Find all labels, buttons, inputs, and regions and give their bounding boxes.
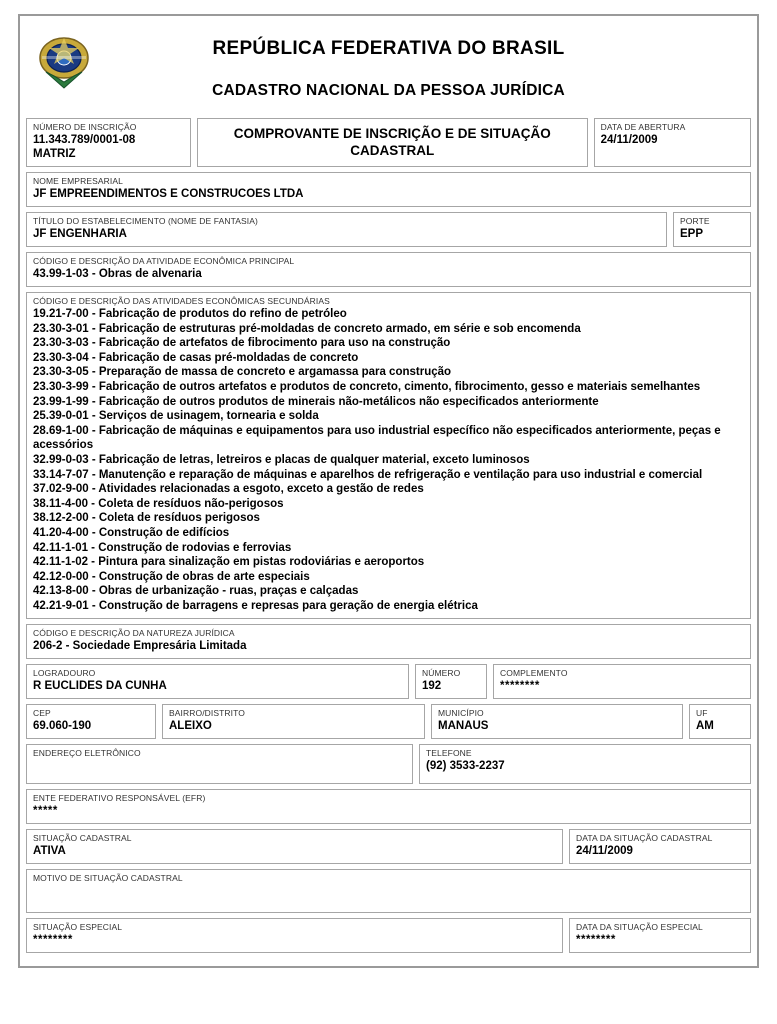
value-situacao-especial: ******** bbox=[33, 934, 73, 947]
field-data-abertura bbox=[594, 118, 751, 167]
list-item: 28.69-1-00 - Fabricação de máquinas e equipamentos para uso industrial específico não especificados anteriormente, peças e acessórios bbox=[33, 424, 721, 452]
value-numero-inscricao: 11.343.789/0001-08 bbox=[33, 134, 136, 146]
cnpj-certificate bbox=[18, 14, 759, 968]
label-motivo-situacao: MOTIVO DE SITUAÇÃO CADASTRAL bbox=[33, 873, 183, 884]
field-endereco-eletronico bbox=[26, 744, 413, 784]
field-numero bbox=[415, 664, 487, 699]
field-porte bbox=[673, 212, 751, 247]
value-telefone: (92) 3533-2237 bbox=[426, 760, 505, 773]
field-situacao-cadastral bbox=[26, 829, 563, 864]
field-telefone bbox=[419, 744, 751, 784]
list-item: 42.21-9-01 - Construção de barragens e represas para geração de energia elétrica bbox=[33, 599, 478, 612]
label-complemento: COMPLEMENTO bbox=[500, 668, 568, 679]
label-uf: UF bbox=[696, 708, 708, 719]
document-header bbox=[20, 16, 757, 118]
field-data-situacao-especial bbox=[569, 918, 751, 953]
field-titulo-estabelecimento bbox=[26, 212, 667, 247]
field-municipio bbox=[431, 704, 683, 739]
list-item: 42.11-1-02 - Pintura para sinalização em pistas rodoviárias e aeroportos bbox=[33, 556, 425, 569]
label-endereco-eletronico: ENDEREÇO ELETRÔNICO bbox=[33, 748, 141, 759]
field-complemento bbox=[493, 664, 751, 699]
value-nome-empresarial: JF EMPREENDIMENTOS E CONSTRUCOES LTDA bbox=[33, 188, 304, 200]
value-titulo-estabelecimento: JF ENGENHARIA bbox=[33, 228, 127, 240]
label-municipio: MUNICÍPIO bbox=[438, 708, 484, 719]
list-item: 23.30-3-03 - Fabricação de artefatos de fibrocimento para uso na construção bbox=[33, 337, 451, 350]
list-item: 23.30-3-99 - Fabricação de outros artefatos e produtos de concreto, cimento, fibrocimento, gesso e materiais semelhantes bbox=[33, 380, 701, 393]
label-data-situacao-cadastral: DATA DA SITUAÇÃO CADASTRAL bbox=[576, 833, 713, 844]
page-subtitle: CADASTRO NACIONAL DA PESSOA JURÍDICA bbox=[212, 82, 565, 99]
brasao-republica-icon bbox=[38, 32, 90, 90]
label-situacao-especial: SITUAÇÃO ESPECIAL bbox=[33, 922, 123, 933]
field-uf bbox=[689, 704, 751, 739]
row-natureza-juridica bbox=[26, 624, 751, 659]
field-bairro bbox=[162, 704, 425, 739]
row-endereco-2 bbox=[26, 704, 751, 739]
field-efr bbox=[26, 789, 751, 824]
label-atividade-principal: CÓDIGO E DESCRIÇÃO DA ATIVIDADE ECONÔMICA PRINCIPAL bbox=[33, 256, 295, 266]
value-efr: ***** bbox=[33, 805, 58, 818]
label-logradouro: LOGRADOURO bbox=[33, 668, 96, 679]
row-nome-empresarial bbox=[26, 172, 751, 207]
list-item: 23.30-3-05 - Preparação de massa de concreto e argamassa para construção bbox=[33, 366, 452, 379]
list-item: 42.13-8-00 - Obras de urbanização - ruas, praças e calçadas bbox=[33, 585, 359, 598]
list-item: 42.11-1-01 - Construção de rodovias e ferrovias bbox=[33, 541, 292, 554]
label-situacao-cadastral: SITUAÇÃO CADASTRAL bbox=[33, 833, 132, 844]
value-matriz: MATRIZ bbox=[33, 148, 76, 160]
list-item: 41.20-4-00 - Construção de edifícios bbox=[33, 526, 230, 539]
field-comprovante-title bbox=[197, 118, 588, 167]
value-data-situacao-cadastral: 24/11/2009 bbox=[576, 845, 633, 858]
value-numero: 192 bbox=[422, 680, 442, 693]
list-item: 23.99-1-99 - Fabricação de outros produtos de minerais não-metálicos não especificados anteriormente bbox=[33, 395, 599, 408]
list-item: 25.39-0-01 - Serviços de usinagem, tornearia e solda bbox=[33, 410, 319, 423]
list-item: 37.02-9-00 - Atividades relacionadas a esgoto, exceto a gestão de redes bbox=[33, 483, 424, 496]
value-municipio: MANAUS bbox=[438, 720, 489, 733]
list-item: 32.99-0-03 - Fabricação de letras, letreiros e placas de qualquer material, exceto luminosos bbox=[33, 453, 530, 466]
label-data-situacao-especial: DATA DA SITUAÇÃO ESPECIAL bbox=[576, 922, 703, 933]
label-data-abertura: DATA DE ABERTURA bbox=[600, 122, 686, 132]
label-telefone: TELEFONE bbox=[426, 748, 472, 759]
label-nome-empresarial: NOME EMPRESARIAL bbox=[33, 176, 123, 186]
list-atividades-secundarias bbox=[33, 307, 744, 613]
list-item: 42.12-0-00 - Construção de obras de arte especiais bbox=[33, 570, 310, 583]
field-cep bbox=[26, 704, 156, 739]
label-numero: NÚMERO bbox=[422, 668, 461, 679]
value-data-abertura: 24/11/2009 bbox=[600, 134, 658, 146]
value-uf: AM bbox=[696, 720, 714, 733]
field-nome-empresarial bbox=[26, 172, 751, 207]
value-logradouro: R EUCLIDES DA CUNHA bbox=[33, 680, 167, 693]
list-item: 23.30-3-04 - Fabricação de casas pré-moldadas de concreto bbox=[33, 351, 359, 364]
field-atividade-principal bbox=[26, 252, 751, 287]
label-atividades-secundarias: CÓDIGO E DESCRIÇÃO DAS ATIVIDADES ECONÔMICAS SECUNDÁRIAS bbox=[33, 296, 330, 306]
label-titulo-estabelecimento: TÍTULO DO ESTABELECIMENTO (NOME DE FANTASIA) bbox=[33, 216, 258, 226]
field-atividades-secundarias bbox=[26, 292, 751, 619]
row-atividades-secundarias bbox=[26, 292, 751, 619]
field-motivo-situacao bbox=[26, 869, 751, 913]
row-situacao-cadastral bbox=[26, 829, 751, 864]
value-natureza-juridica: 206-2 - Sociedade Empresária Limitada bbox=[33, 640, 247, 653]
list-item: 33.14-7-07 - Manutenção e reparação de máquinas e aparelhos de refrigeração e ventilação para uso industrial e comercial bbox=[33, 468, 703, 481]
value-complemento: ******** bbox=[500, 680, 540, 693]
list-item: 23.30-3-01 - Fabricação de estruturas pré-moldadas de concreto armado, em série e sob encomenda bbox=[33, 322, 581, 335]
field-numero-inscricao bbox=[26, 118, 191, 167]
row-situacao-especial bbox=[26, 918, 751, 953]
field-natureza-juridica bbox=[26, 624, 751, 659]
value-data-situacao-especial: ******** bbox=[576, 934, 616, 947]
field-logradouro bbox=[26, 664, 409, 699]
row-efr bbox=[26, 789, 751, 824]
value-bairro: ALEIXO bbox=[169, 720, 212, 733]
row-endereco-1 bbox=[26, 664, 751, 699]
document-bottom-spacer bbox=[20, 958, 757, 966]
label-efr: ENTE FEDERATIVO RESPONSÁVEL (EFR) bbox=[33, 793, 206, 804]
label-cep: CEP bbox=[33, 708, 51, 719]
value-situacao-cadastral: ATIVA bbox=[33, 845, 66, 858]
list-item: 38.12-2-00 - Coleta de resíduos perigosos bbox=[33, 512, 260, 525]
label-bairro: BAIRRO/DISTRITO bbox=[169, 708, 245, 719]
value-cep: 69.060-190 bbox=[33, 720, 92, 733]
label-porte: PORTE bbox=[680, 216, 710, 226]
page-title: REPÚBLICA FEDERATIVA DO BRASIL bbox=[212, 38, 565, 59]
row-atividade-principal bbox=[26, 252, 751, 287]
label-natureza-juridica: CÓDIGO E DESCRIÇÃO DA NATUREZA JURÍDICA bbox=[33, 628, 235, 639]
row-titulo-porte bbox=[26, 212, 751, 247]
row-motivo-situacao bbox=[26, 869, 751, 913]
label-numero-inscricao: NÚMERO DE INSCRIÇÃO bbox=[33, 122, 137, 132]
list-item: 19.21-7-00 - Fabricação de produtos do refino de petróleo bbox=[33, 308, 347, 320]
value-atividade-principal: 43.99-1-03 - Obras de alvenaria bbox=[33, 268, 202, 280]
value-comprovante-title: COMPROVANTE DE INSCRIÇÃO E DE SITUAÇÃO CADASTRAL bbox=[233, 125, 551, 158]
list-item: 38.11-4-00 - Coleta de resíduos não-perigosos bbox=[33, 497, 284, 510]
row-contato bbox=[26, 744, 751, 784]
value-porte: EPP bbox=[680, 228, 704, 240]
row-inscricao bbox=[26, 118, 751, 167]
field-situacao-especial bbox=[26, 918, 563, 953]
field-data-situacao-cadastral bbox=[569, 829, 751, 864]
